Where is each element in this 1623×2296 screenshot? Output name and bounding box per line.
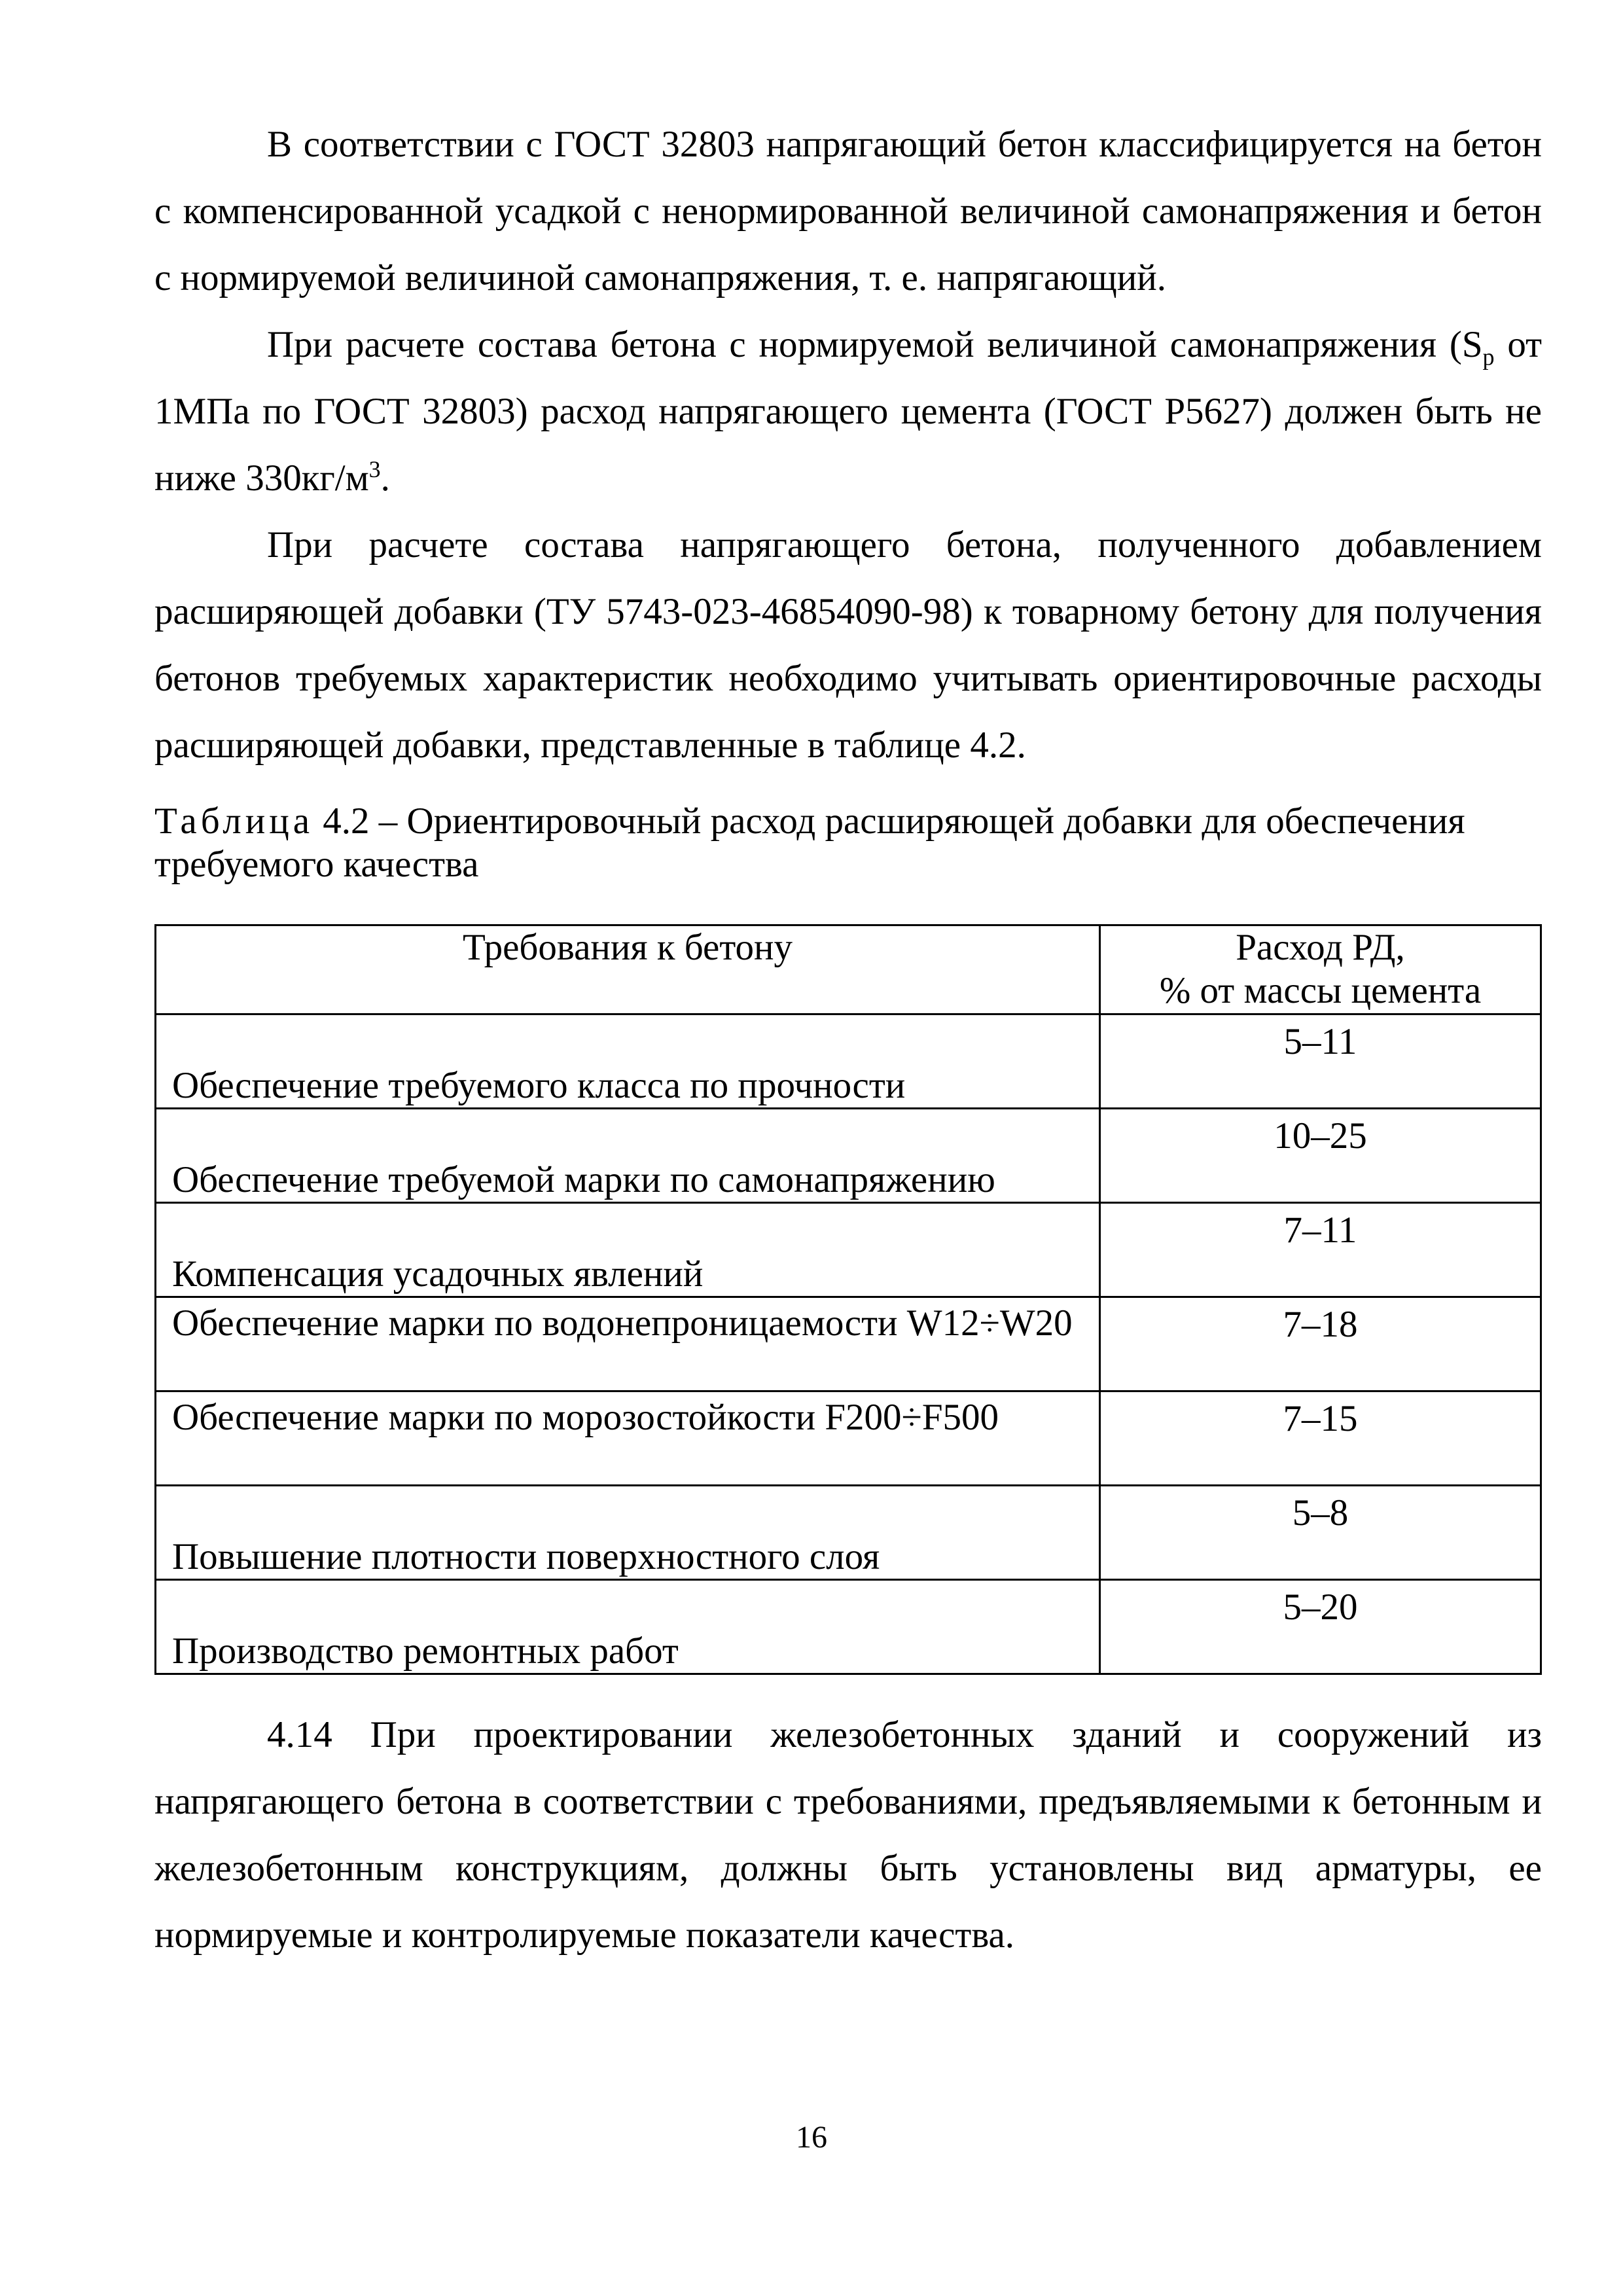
p2-text-a: При расчете состава бетона с нормируемой величиной самонапряжения (S <box>267 324 1483 365</box>
table-header-row <box>156 925 1541 1014</box>
table-row <box>156 1391 1541 1486</box>
table-caption-label: Таблица <box>154 800 314 842</box>
table-row <box>156 1580 1541 1674</box>
consumption-cell: 10–25 <box>1100 1109 1541 1203</box>
table-row <box>156 1014 1541 1109</box>
table-row <box>156 1109 1541 1203</box>
p2-subscript: p <box>1482 344 1495 370</box>
header-requirement: Требования к бетону <box>156 925 1100 1014</box>
table-caption <box>154 800 1542 886</box>
requirement-cell: Компенсация усадочных явлений <box>156 1203 1100 1297</box>
requirement-cell: Повышение плотности поверхностного слоя <box>156 1486 1100 1580</box>
consumption-cell: 5–20 <box>1100 1580 1541 1674</box>
additive-consumption-table <box>154 924 1542 1675</box>
consumption-cell: 7–18 <box>1100 1297 1541 1391</box>
header-consumption-line1: Расход РД, <box>1236 927 1405 968</box>
requirement-cell: Обеспечение марки по морозостойкости F200÷F500 <box>156 1391 1100 1486</box>
table-row <box>156 1297 1541 1391</box>
header-consumption-line2: % от массы цемента <box>1159 970 1482 1011</box>
p2-superscript: 3 <box>368 456 381 482</box>
requirement-cell: Обеспечение требуемого класса по прочности <box>156 1014 1100 1109</box>
paragraph-reinforcement: 4.14 При проектировании железобетонных зданий и сооружений из напрягающего бетона в соответствии с требованиями, предъявляемыми к бетонным и железобетонным конструкциям, должны быть установлены вид арматуры, ее нормируемые и контролируемые показатели качества. <box>154 1714 1542 1956</box>
consumption-cell: 7–15 <box>1100 1391 1541 1486</box>
table-row <box>156 1203 1541 1297</box>
table-row <box>156 1486 1541 1580</box>
consumption-cell: 5–8 <box>1100 1486 1541 1580</box>
p2-text-b: от 1МПа по ГОСТ 32803) расход напрягающего цемента (ГОСТ Р5627) должен быть не ниже 330кг/м <box>154 324 1542 499</box>
paragraph-gost-classification: В соответствии с ГОСТ 32803 напрягающий бетон классифицируется на бетон с компенсированной усадкой с ненормированной величиной самонапряжения и бетон с нормируемой величиной самонапряжения, т. е. напрягающий. <box>154 124 1542 298</box>
table-caption-text: 4.2 – Ориентировочный расход расширяющей добавки для обеспечения требуемого качества <box>154 800 1465 885</box>
requirement-cell: Обеспечение требуемой марки по самонапряжению <box>156 1109 1100 1203</box>
requirement-cell: Обеспечение марки по водонепроницаемости W12÷W20 <box>156 1297 1100 1391</box>
p2-text-end: . <box>380 457 390 499</box>
header-consumption <box>1100 925 1541 1014</box>
consumption-cell: 7–11 <box>1100 1203 1541 1297</box>
paragraph-expanding-additive: При расчете состава напрягающего бетона, полученного добавлением расширяющей добавки (ТУ 5743-023-46854090-98) к товарному бетону для получения бетонов требуемых характеристик необходимо учитывать ориентировочные расходы расширяющей добавки, представленные в таблице 4.2. <box>154 524 1542 766</box>
paragraph-cement-consumption <box>154 312 1542 512</box>
page-number: 16 <box>796 2120 827 2155</box>
requirement-cell: Производство ремонтных работ <box>156 1580 1100 1674</box>
consumption-cell: 5–11 <box>1100 1014 1541 1109</box>
